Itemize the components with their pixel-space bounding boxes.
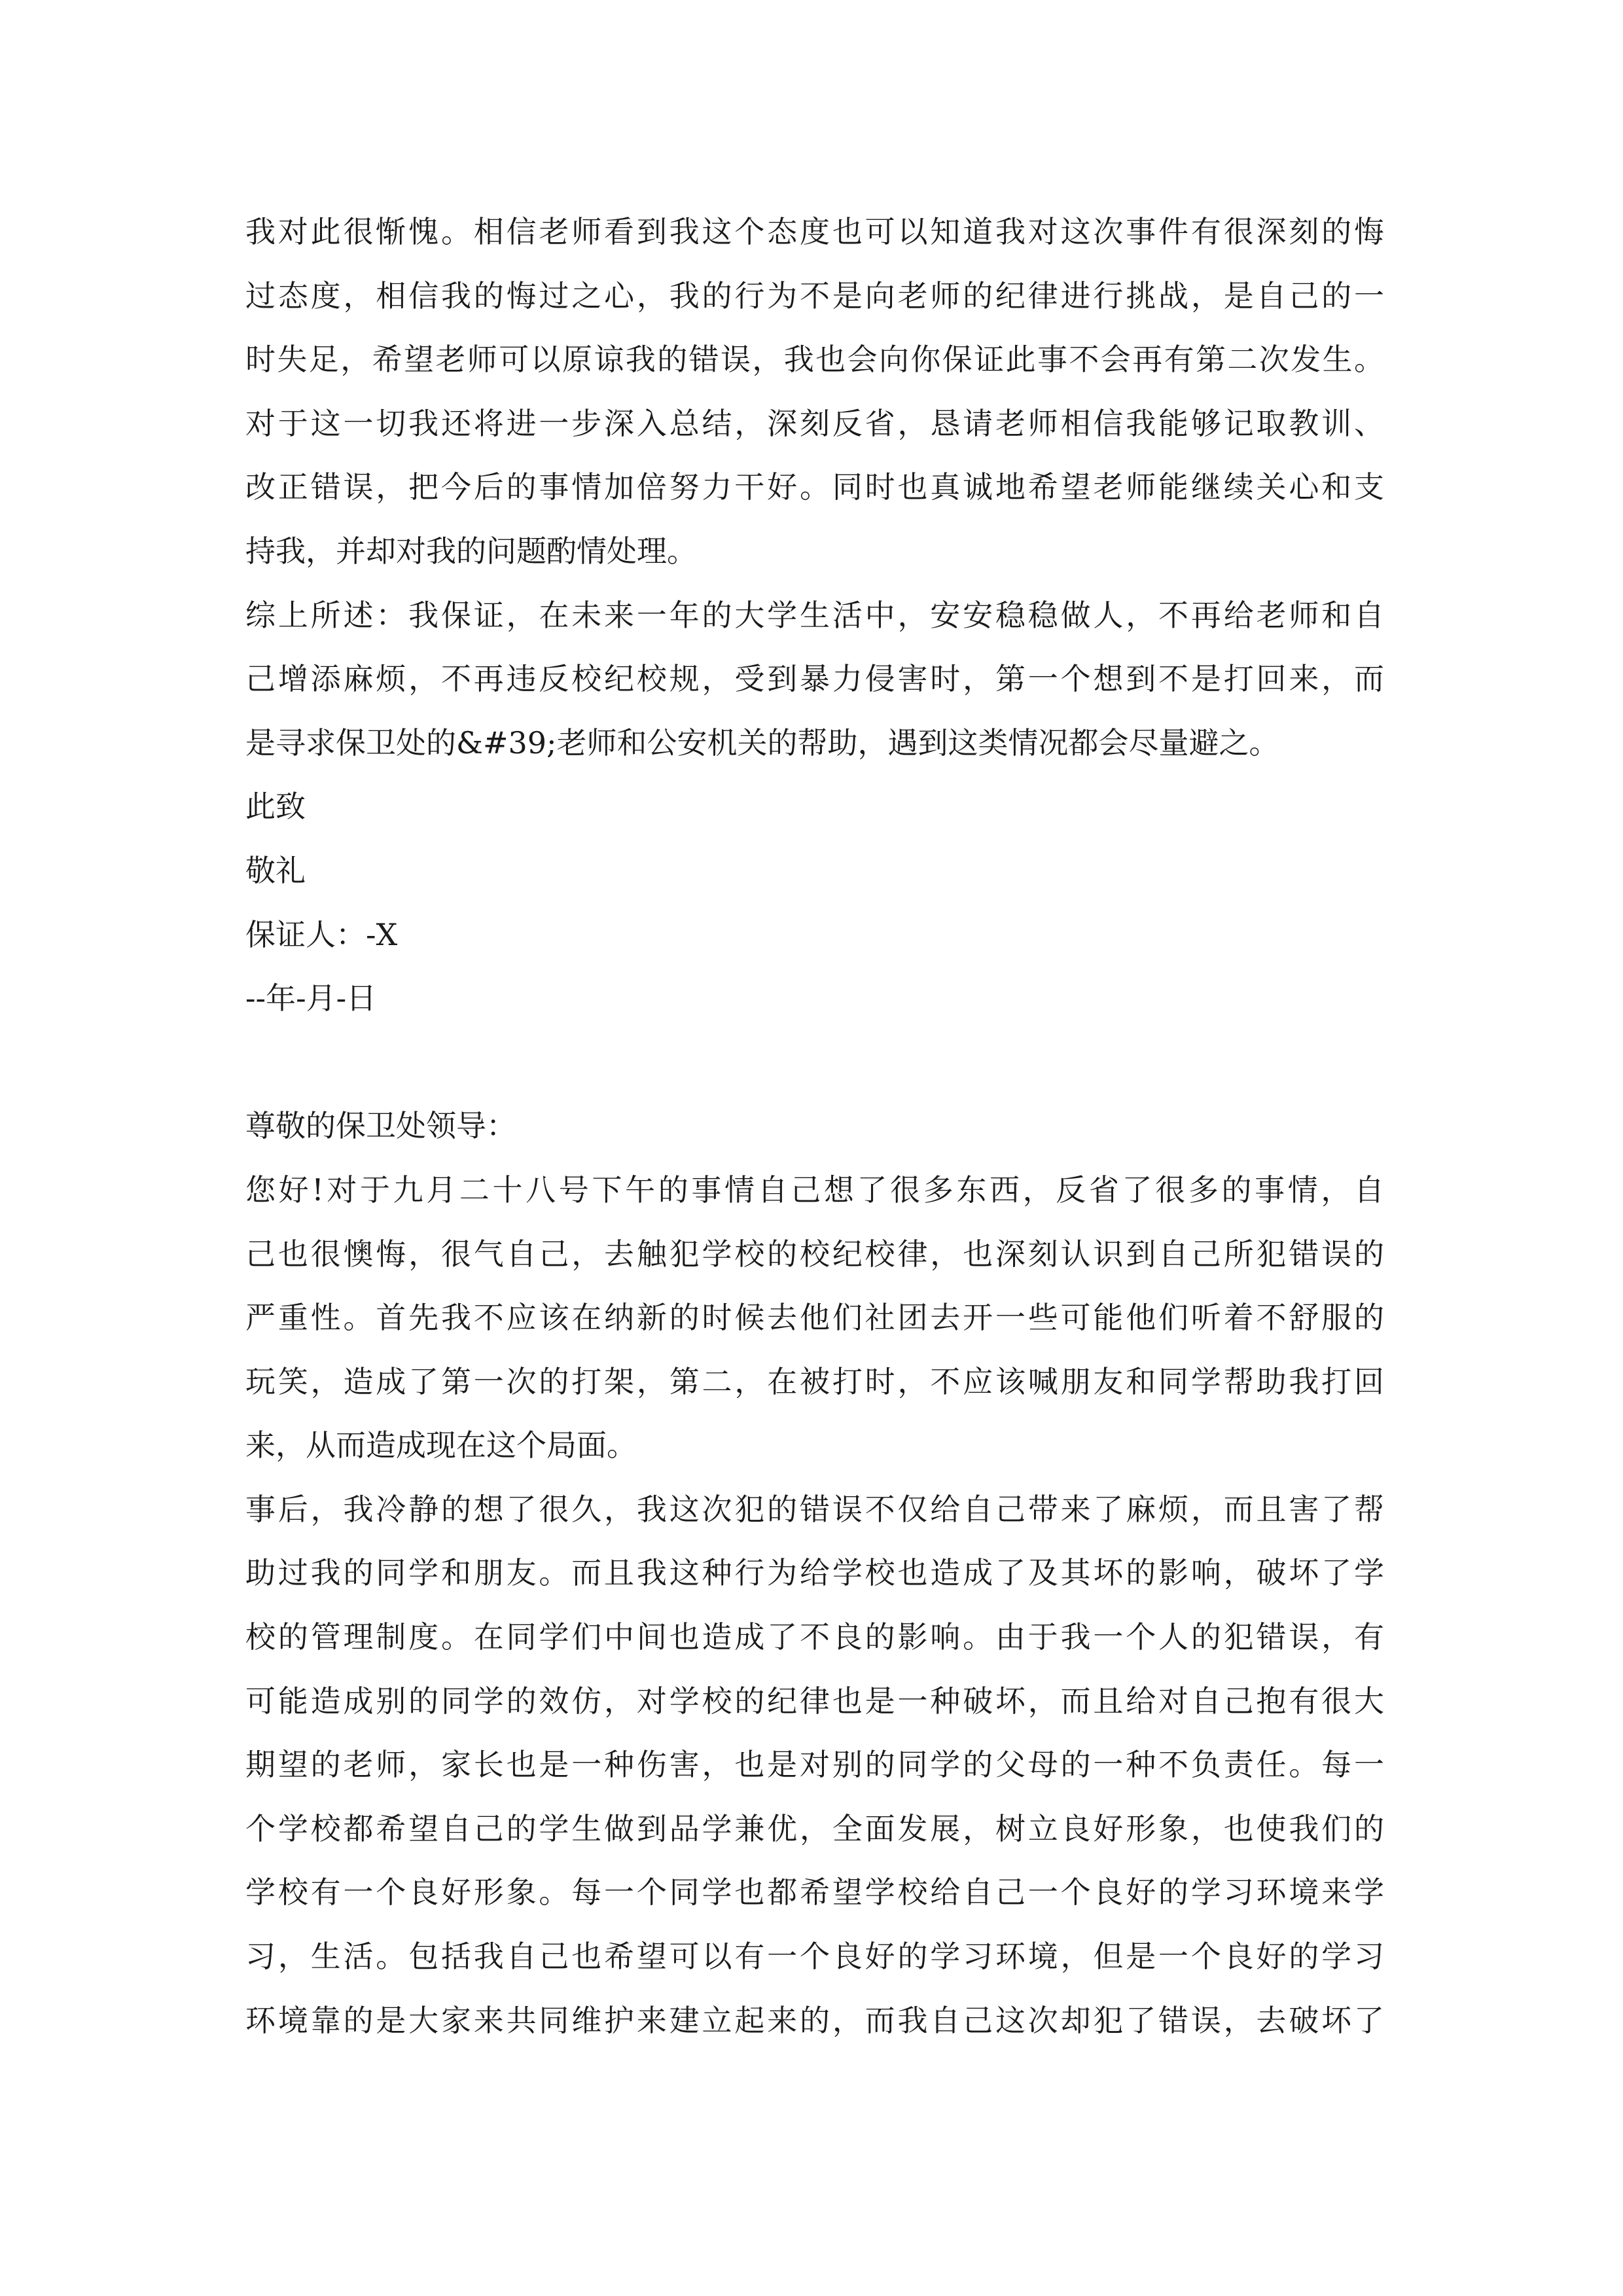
paragraph-line: 校的管理制度。在同学们中间也造成了不良的影响。由于我一个人的犯错误，有 [245, 1619, 1384, 1655]
paragraph-line: 您好!对于九月二十八号下午的事情自己想了很多东西，反省了很多的事情，自 [245, 1172, 1384, 1208]
paragraph-line: 事后，我冷静的想了很久，我这次犯的错误不仅给自己带来了麻烦，而且害了帮 [245, 1491, 1384, 1527]
paragraph-line: 时失足，希望老师可以原谅我的错误，我也会向你保证此事不会再有第二次发生。 [245, 342, 1384, 378]
paragraph-line: 环境靠的是大家来共同维护来建立起来的，而我自己这次却犯了错误，去破坏了 [245, 2002, 1384, 2038]
paragraph-line: 过态度，相信我的悔过之心，我的行为不是向老师的纪律进行挑战，是自己的一 [245, 278, 1384, 314]
paragraph-line: 来，从而造成现在这个局面。 [245, 1427, 637, 1463]
paragraph-line: 己增添麻烦，不再违反校纪校规，受到暴力侵害时，第一个想到不是打回来，而 [245, 661, 1384, 697]
paragraph-line: 改正错误，把今后的事情加倍努力干好。同时也真诚地希望老师能继续关心和支 [245, 469, 1384, 505]
signer-line: 保证人：-X [245, 916, 398, 952]
paragraph-line: 综上所述：我保证，在未来一年的大学生活中，安安稳稳做人，不再给老师和自 [245, 597, 1384, 633]
section-spacer [245, 1031, 1384, 1095]
paragraph-line: 学校有一个良好形象。每一个同学也都希望学校给自己一个良好的学习环境来学 [245, 1874, 1384, 1910]
paragraph-line: 我对此很惭愧。相信老师看到我这个态度也可以知道我对这次事件有很深刻的悔 [245, 214, 1384, 249]
paragraph-line: 期望的老师，家长也是一种伤害，也是对别的同学的父母的一种不负责任。每一 [245, 1747, 1384, 1783]
paragraph-line: 是寻求保卫处的&#39;老师和公安机关的帮助，遇到这类情况都会尽量避之。 [245, 725, 1279, 761]
paragraph-line: 助过我的同学和朋友。而且我这种行为给学校也造成了及其坏的影响，破坏了学 [245, 1555, 1384, 1591]
paragraph-line: 个学校都希望自己的学生做到品学兼优，全面发展，树立良好形象，也使我们的 [245, 1810, 1384, 1846]
letter-section [245, 1094, 1384, 2053]
letter-greeting: 尊敬的保卫处领导： [245, 1108, 516, 1144]
date-line: --年-月-日 [245, 980, 377, 1016]
closing-phrase: 此致 [245, 789, 306, 825]
document-body [245, 200, 1384, 2053]
pledge-section [245, 200, 1384, 1031]
paragraph-line: 持我，并却对我的问题酌情处理。 [245, 533, 697, 569]
paragraph-line: 可能造成别的同学的效仿，对学校的纪律也是一种破坏，而且给对自己抱有很大 [245, 1683, 1384, 1719]
paragraph-line: 对于这一切我还将进一步深入总结，深刻反省，恳请老师相信我能够记取教训、 [245, 405, 1384, 441]
paragraph-line: 己也很懊悔，很气自己，去触犯学校的校纪校律，也深刻认识到自己所犯错误的 [245, 1236, 1384, 1272]
salutation: 敬礼 [245, 852, 306, 888]
paragraph-line: 玩笑，造成了第一次的打架，第二，在被打时，不应该喊朋友和同学帮助我打回 [245, 1363, 1384, 1399]
paragraph-line: 习，生活。包括我自己也希望可以有一个良好的学习环境，但是一个良好的学习 [245, 1939, 1384, 1975]
paragraph-line: 严重性。首先我不应该在纳新的时候去他们社团去开一些可能他们听着不舒服的 [245, 1300, 1384, 1336]
